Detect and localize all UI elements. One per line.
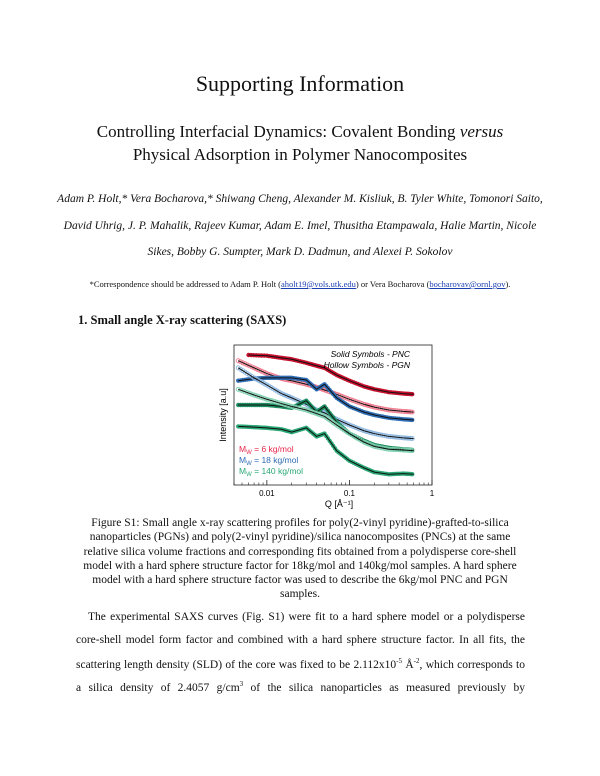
email-link-holt[interactable]: aholt19@vols.utk.edu (281, 279, 356, 289)
body-line-2: core-shell model form factor and combined with a hard sphere structure factor. In all fits, the (76, 634, 525, 646)
body-line-4 (76, 680, 525, 694)
authors-line-1: Adam P. Holt,* Vera Bocharova,* Shiwang Cheng, Alexander M. Kisliuk, B. Tyler White, Tomonori Saito, (57, 193, 543, 205)
authors-line-3: Sikes, Bobby G. Sumpter, Mark D. Dadmun, and Alexei P. Sokolov (147, 246, 453, 258)
caption-line: nanoparticles (PGNs) and poly(2-vinyl pyridine)/silica nanocomposites (PNCs) at the same (89, 531, 511, 544)
superscript: 3 (239, 680, 244, 688)
page-title: Supporting Information (195, 71, 405, 96)
caption-line: Figure S1: Small angle x-ray scattering profiles for poly(2-vinyl pyridine)-grafted-to-silica (91, 517, 509, 529)
superscript: -5 (396, 657, 403, 665)
subtitle-emphasis: versus (459, 122, 504, 141)
subtitle-text: Controlling Interfacial Dynamics: Covalent Bonding (96, 122, 460, 141)
legend-mw-140: $M_W = 140$ kg/mol (239, 466, 304, 478)
caption-line: model with a hard sphere structure factor was used to describe the 6kg/mol PNC and PGN (92, 574, 508, 587)
series-140-kg-mol-pgn (236, 387, 414, 452)
x-tick-label: 1 (429, 489, 435, 498)
legend-symbols-pnc: Solid Symbols - PNC (330, 349, 410, 359)
body-text-segment: of the silica nanoparticles as measured previously by (243, 681, 525, 694)
caption-line: relative silica volume fractions and corresponding fits obtained from a polydisperse core-shell (83, 545, 517, 558)
x-tick-label: 0.1 (343, 489, 355, 498)
correspondence-note (0, 279, 600, 289)
section-heading: 1. Small angle X-ray scattering (SAXS) (78, 313, 287, 327)
y-axis-label: Intensity [a.u] (218, 388, 228, 442)
correspondence-middle: ) or Vera Bocharova ( (355, 279, 430, 289)
legend-symbols-pgn: Hollow Symbols - PGN (323, 360, 410, 370)
saxs-figure (214, 335, 444, 510)
body-text-segment: , which corresponds to (419, 658, 525, 671)
figure-caption (0, 516, 600, 602)
body-text-segment: a silica density of 2.4057 g/cm (76, 681, 240, 694)
body-text-segment: scattering length density (SLD) of the core was fixed to be 2.112x10 (76, 658, 397, 671)
correspondence-suffix: ). (505, 279, 511, 289)
correspondence-prefix: *Correspondence should be addressed to Adam P. Holt ( (89, 279, 282, 289)
tick-layer (234, 480, 435, 498)
body-text-segment: Å (402, 658, 414, 671)
legend-mw (239, 444, 303, 478)
legend-mw-6: $M_W = 6$ kg/mol (239, 444, 294, 456)
body-line-1: The experimental SAXS curves (Fig. S1) were fit to a hard sphere model or a polydisperse (88, 611, 525, 623)
email-link-bocharova[interactable]: bocharovav@ornl.gov (429, 279, 506, 289)
body-line-3 (76, 657, 525, 671)
legend-mw-18: $M_W = 18$ kg/mol (239, 455, 299, 467)
subtitle-line-2: Physical Adsorption in Polymer Nanocomposites (132, 145, 468, 164)
caption-line: samples. (280, 588, 320, 601)
caption-line: model with a hard sphere structure factor for 18kg/mol and 140kg/mol samples. A hard sphere (83, 559, 517, 572)
x-axis-label: Q [Å⁻¹] (324, 499, 354, 509)
superscript: -2 (413, 657, 420, 665)
x-tick-label: 0.01 (259, 489, 275, 498)
authors-line-2: David Uhrig, J. P. Mahalik, Rajeev Kumar, Adam E. Imel, Thusitha Etampawala, Halie Martin, Nicole (63, 220, 537, 232)
subtitle-line-1 (0, 122, 600, 142)
